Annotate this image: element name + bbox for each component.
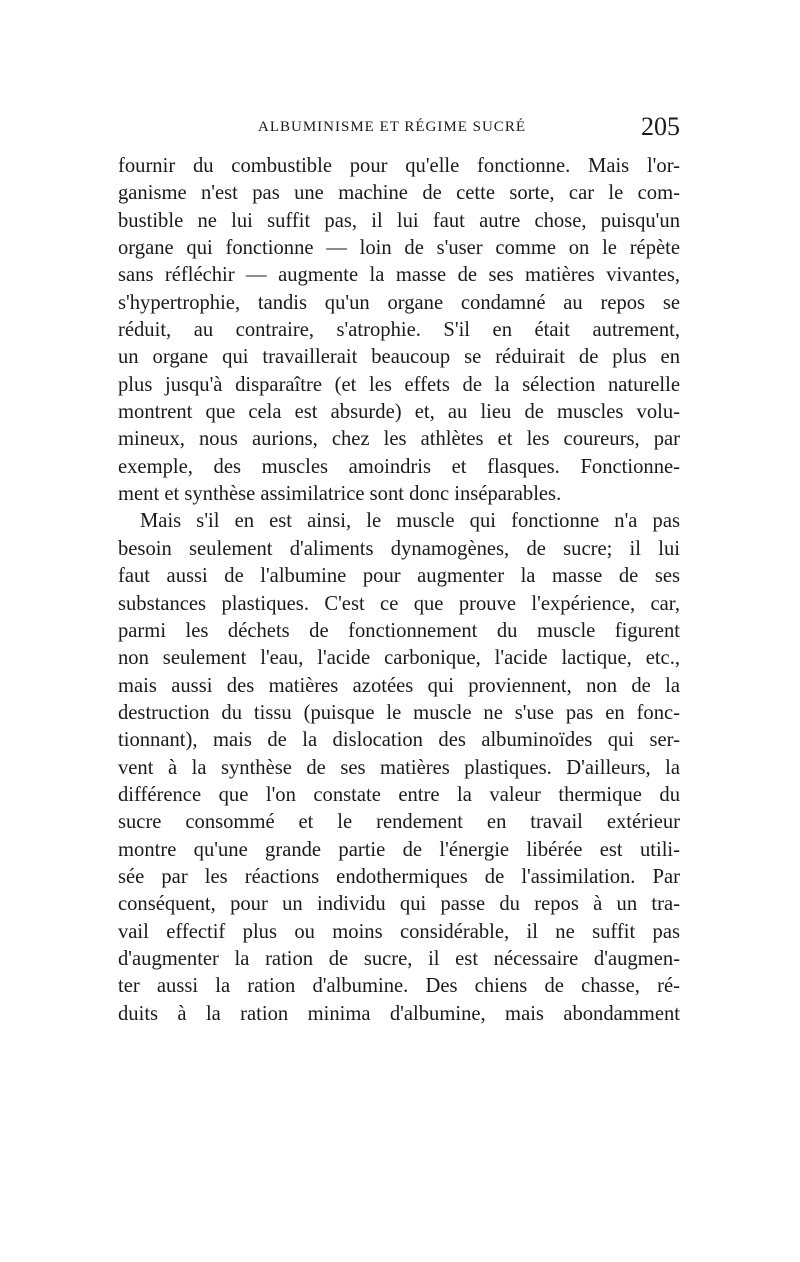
text-line: sée par les réactions endothermiques de l'assimilation. Par bbox=[118, 865, 680, 888]
text-line: mineux, nous aurions, chez les athlètes et les coureurs, par bbox=[118, 428, 680, 451]
text-line: non seulement l'eau, l'acide carbonique, l'acide lactique, etc., bbox=[118, 647, 680, 670]
running-header bbox=[118, 112, 680, 142]
text-line: mais aussi des matières azotées qui proviennent, non de la bbox=[118, 674, 680, 697]
text-line: ganisme n'est pas une machine de cette sorte, car le com- bbox=[118, 182, 680, 205]
text-line: conséquent, pour un individu qui passe du repos à un tra- bbox=[118, 893, 680, 916]
text-line: organe qui fonctionne — loin de s'user comme on le répète bbox=[118, 237, 680, 260]
text-line: exemple, des muscles amoindris et flasques. Fonctionne- bbox=[118, 455, 680, 478]
text-line: parmi les déchets de fonctionnement du muscle figurent bbox=[118, 619, 680, 642]
text-line: fournir du combustible pour qu'elle fonctionne. Mais l'or- bbox=[118, 155, 680, 177]
text-line: vail effectif plus ou moins considérable, il ne suffit pas bbox=[118, 920, 680, 943]
text-line: différence que l'on constate entre la valeur thermique du bbox=[118, 783, 680, 806]
page-number: 205 bbox=[641, 112, 680, 141]
text-line: bustible ne lui suffit pas, il lui faut autre chose, puisqu'un bbox=[118, 209, 680, 232]
text-line: duits à la ration minima d'albumine, mais abondamment bbox=[118, 1002, 680, 1025]
text-line: besoin seulement d'aliments dynamogènes, de sucre; il lui bbox=[118, 537, 680, 560]
text-line: ter aussi la ration d'albumine. Des chiens de chasse, ré- bbox=[118, 975, 680, 998]
text-line: montre qu'une grande partie de l'énergie libérée est utili- bbox=[118, 838, 680, 861]
text-line: sucre consommé et le rendement en travail extérieur bbox=[118, 811, 680, 834]
text-line: plus jusqu'à disparaître (et les effets de la sélection naturelle bbox=[118, 373, 680, 396]
text-line: montrent que cela est absurde) et, au lieu de muscles volu- bbox=[118, 401, 680, 424]
text-line: d'augmenter la ration de sucre, il est nécessaire d'augmen- bbox=[118, 947, 680, 970]
running-title: ALBUMINISME ET RÉGIME SUCRÉ bbox=[258, 119, 526, 135]
text-line: faut aussi de l'albumine pour augmenter la masse de ses bbox=[118, 565, 680, 588]
text-line: tionnant), mais de la dislocation des albuminoïdes qui ser- bbox=[118, 729, 680, 752]
text-line: un organe qui travaillerait beaucoup se réduirait de plus en bbox=[118, 346, 680, 369]
text-line: s'hypertrophie, tandis qu'un organe condamné au repos se bbox=[118, 291, 680, 314]
paragraph-first-line: Mais s'il en est ainsi, le muscle qui fonctionne n'a pas bbox=[140, 510, 680, 533]
text-line: destruction du tissu (puisque le muscle ne s'use pas en fonc- bbox=[118, 701, 680, 724]
text-line: vent à la synthèse de ses matières plastiques. D'ailleurs, la bbox=[118, 756, 680, 779]
text-line: sans réfléchir — augmente la masse de ses matières vivantes, bbox=[118, 264, 680, 287]
body-text bbox=[118, 153, 680, 1028]
text-line: substances plastiques. C'est ce que prouve l'expérience, car, bbox=[118, 592, 680, 615]
text-line: réduit, au contraire, s'atrophie. S'il en était autrement, bbox=[118, 319, 680, 342]
book-page bbox=[118, 112, 680, 1028]
paragraph-last-line: ment et synthèse assimilatrice sont donc inséparables. bbox=[118, 483, 562, 506]
